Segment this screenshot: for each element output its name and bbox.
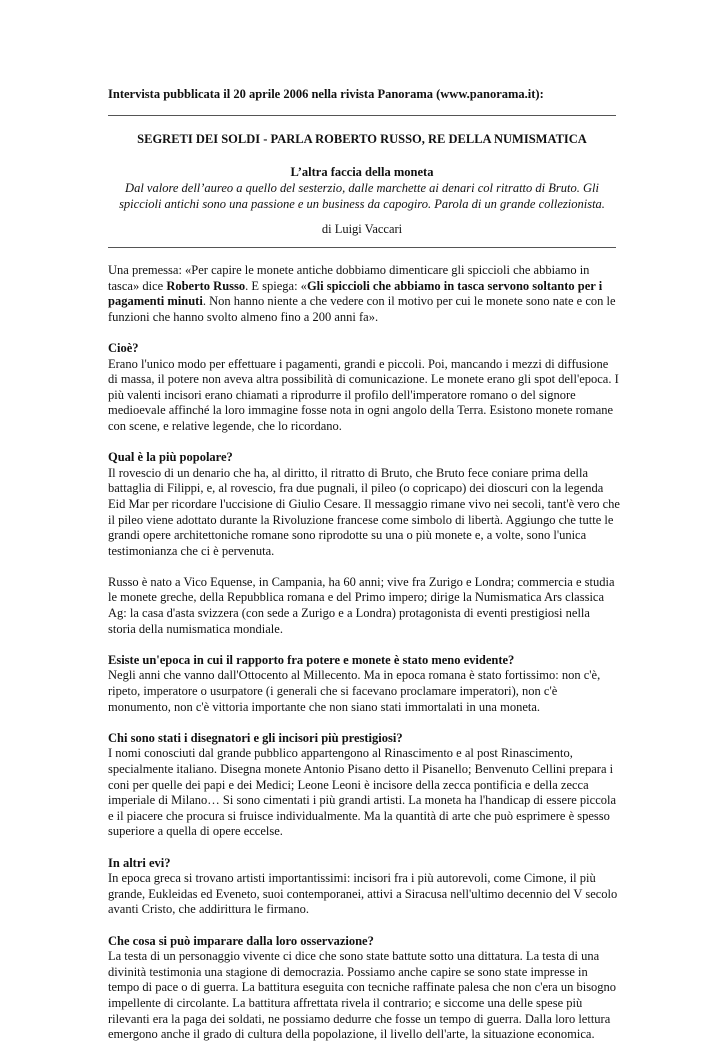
qa-block [108, 731, 620, 840]
qa-block [108, 856, 620, 918]
qa-block [108, 653, 620, 715]
bottom-divider [108, 247, 616, 248]
question: Chi sono stati i disegnatori e gli incisori più prestigiosi? [108, 730, 403, 745]
qa-block [108, 341, 620, 435]
opening-text-3: . Non hanno niente a che vedere con il motivo per cui le monete sono nate e con le funzioni che hanno svolto almeno fino a 200 anni fa». [108, 294, 616, 324]
question: Cioè? [108, 340, 139, 355]
article-body [108, 263, 620, 1058]
answer: In epoca greca si trovano artisti importantissimi: incisori fra i più autorevoli, come Cimone, il più grande, Eukleidas ed Eveneto, suoi contemporanei, attivi a Siracusa nell'ultimo decennio del V secolo avanti Cristo, che addirittura le firmano. [108, 871, 618, 917]
answer: I nomi conosciuti dal grande pubblico appartengono al Rinascimento e al post Rinascimento, specialmente italiano. Disegna monete Antonio Pisano detto il Pisanello; Benvenuto Cellini prepara i coni per quelle dei papi e dei Medici; Leone Leoni è incisore della zecca pontificia e della zecca imperiale di Milano… Si sono cimentati i più grandi artisti. La moneta ha l'handicap di essere piccola e il piacere che procura si fruisce individualmente. Ma la quantità di arte che può esprimere è spesso superiore a quella di opere eccelse. [108, 746, 617, 839]
opening-text: Una premessa: «Per capire le monete antiche dobbiamo dimenticare gli spiccioli che abbiamo in tasca» dice [108, 263, 590, 293]
answer: Negli anni che vanno dall'Ottocento al Millecento. Ma in epoca romana è stato fortissimo: non c'è, ripeto, imperatore o usurpatore (i generali che si facevano proclamare imperatori), non c'è monumento, non c'è vittoria importante che non siano stati immortalati in una moneta. [108, 668, 601, 714]
interviewee-name: Roberto Russo [166, 278, 246, 293]
opening-bold-quote: Gli spiccioli che abbiamo in tasca servono soltanto per i pagamenti minuti [108, 278, 603, 309]
answer: La testa di un personaggio vivente ci dice che sono state battute sotto una dittatura. La testa di una divinità testimonia una stagione di democrazia. Possiamo anche capire se sono state impresse in tempo di pace o di guerra. La battitura eseguita con tecniche raffinate palesa che non c'era un bisogno impellente di circolante. La battitura affrettata rivela il contrario; e siccome una delle spese più rilevanti era la paga dei soldati, ne possiamo dedurre che fosse un tempo di guerra. Dalla loro lettura emergono anche il grado di cultura della popolazione, il livello dell'arte, la situazione economica. [108, 949, 617, 1042]
question: Esiste un'epoca in cui il rapporto fra potere e monete è stato meno evidente? [108, 652, 515, 667]
publication-note: Intervista pubblicata il 20 aprile 2006 nella rivista Panorama (www.panorama.it): [108, 87, 544, 101]
top-divider [108, 115, 616, 116]
answer: Erano l'unico modo per effettuare i pagamenti, grandi e piccoli. Poi, mancando i mezzi di diffusione di massa, il potere non aveva altra possibilità di comunicazione. Le monete erano gli spot dell'epoca. I più valenti incisori erano chiamati a riprodurre il profilo dell'imperatore romano o del signore medioevale affinché la loro immagine fosse nota in ogni angolo della Terra. Esistono monete romane con scene, e relative legende, che lo ricordano. [108, 356, 619, 433]
article-byline: di Luigi Vaccari [321, 222, 403, 236]
answer: Il rovescio di un denario che ha, al diritto, il ritratto di Bruto, che Bruto fece coniare prima della battaglia di Filippi, e, al rovescio, fra due pugnali, il pileo (o copricapo) dei dioscuri con la legenda Eid Mar per ricordare l'uccisione di Giulio Cesare. Il messaggio rimane vivo nei secoli, tant'è vero che il pileo viene adottato durante la Rivoluzione francese come simbolo di libertà. Aggiungo che tutte le grandi opere architettoniche romane sono riprodotte su una o più monete e, a volte, sono l'unica testimonianza che ci è pervenuta. [108, 465, 620, 558]
article-subtitle: L’altra faccia della moneta [290, 165, 434, 179]
opening-paragraph [108, 263, 620, 325]
opening-text-2: . E spiega: « [245, 278, 307, 293]
qa-block [108, 450, 620, 559]
question: In altri evi? [108, 855, 171, 870]
question: Qual è la più popolare? [108, 450, 233, 465]
article-deck: Dal valore dell’aureo a quello del sesterzio, dalle marchette ai denari col ritratto di Bruto. Gli spiccioli antichi sono una passione e un business da capogiro. Parola di un grande collezionista. [119, 181, 605, 211]
bio-paragraph: Russo è nato a Vico Equense, in Campania, ha 60 anni; vive fra Zurigo e Londra; commercia e studia le monete greche, della Repubblica romana e del Primo impero; dirige la Numismatica Ars classica Ag: la casa d'asta svizzera (con sede a Zurigo e a Londra) protagonista di eventi prestigiosi nella storia della numismatica mondiale. [108, 574, 615, 636]
question: Che cosa si può imparare dalla loro osservazione? [108, 933, 374, 948]
qa-block [108, 934, 620, 1043]
article-title: SEGRETI DEI SOLDI - PARLA ROBERTO RUSSO, RE DELLA NUMISMATICA [137, 132, 587, 146]
